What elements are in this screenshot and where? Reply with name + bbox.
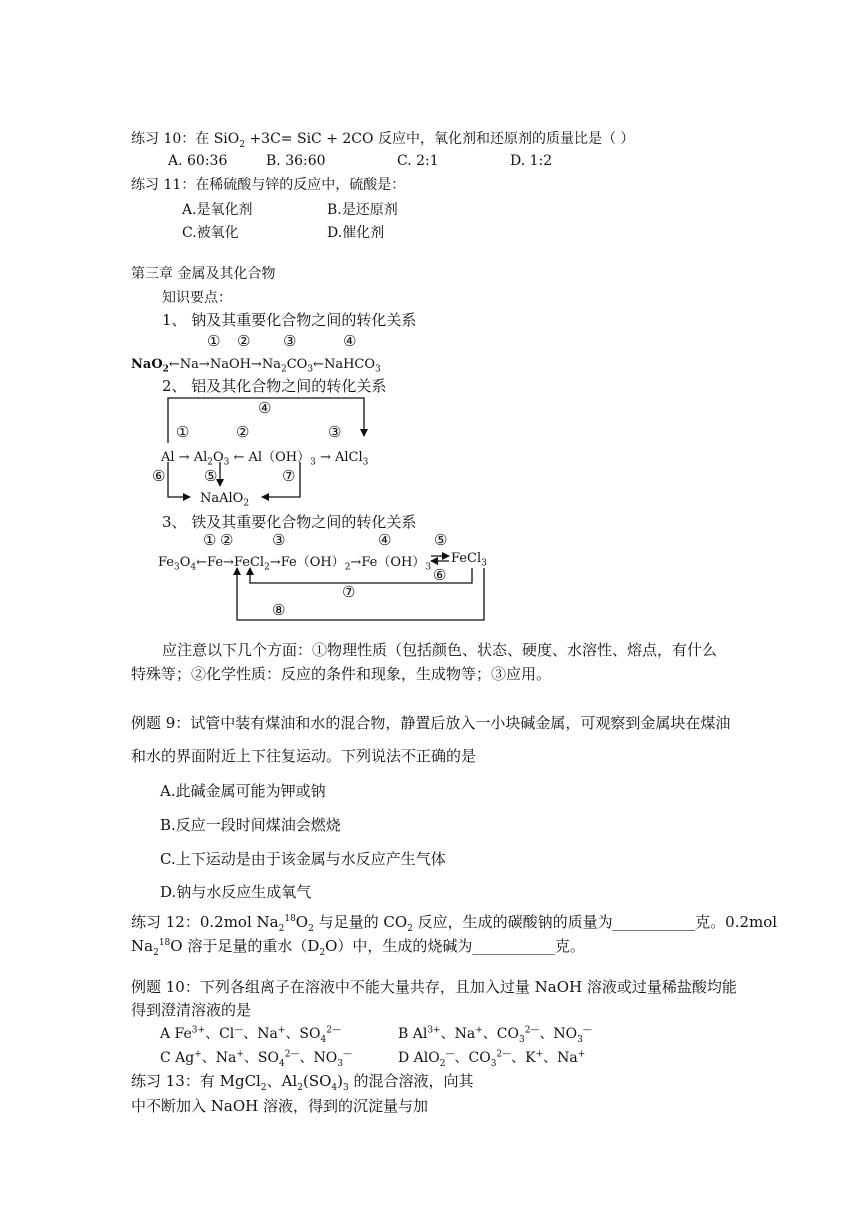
ex11-option-a: A.是氧化剂 xyxy=(182,202,253,218)
exercise-12-line-2: $Na_2^{18}O$ 溶于足量的重水$(D_2O)$中，生成的烧碱为___________克。 xyxy=(131,937,585,958)
iron-conversion-chain: $Fe_3O_4\leftarrow Fe\to FeCl_2\to Fe(OH)_2\to Fe(OH)_3$ xyxy=(158,555,432,573)
fe-mark-7: ⑦ xyxy=(342,583,356,601)
ex9-option-d: D.钠与水反应生成氧气 xyxy=(160,883,312,901)
ex10b-option-d: D AlO$_2$—、$CO_3^{2—}$、K+、Na+ xyxy=(398,1049,586,1069)
section-2-title: 2、 铝及其化合物之间的转化关系 xyxy=(162,377,387,395)
ex10b-option-b: B $Al^{3+}$、Na+、$CO_3^{2—}$、$NO_3^—$ xyxy=(398,1025,592,1045)
al-mark-6: ⑥ xyxy=(152,467,166,485)
section-3-title: 3、 铁及其重要化合物之间的转化关系 xyxy=(162,513,417,531)
ex10-option-a: A. 60:36 xyxy=(168,153,228,169)
ex11-option-b: B.是还原剂 xyxy=(327,202,398,218)
na-mark-2: ② xyxy=(237,332,251,350)
ex10b-option-a: A $Fe^{3+}$、Cl—、Na+、$SO_4^{2—}$ xyxy=(160,1025,341,1045)
na-mark-1: ① xyxy=(207,332,221,350)
al-mark-5: ⑤ xyxy=(204,467,218,485)
exercise-11-question: 练习 11：在稀硫酸与锌的反应中，硫酸是： xyxy=(131,177,406,193)
note-line-2: 特殊等；②化学性质：反应的条件和现象，生成物等；③应用。 xyxy=(131,665,552,683)
ex10-option-b: B. 36:60 xyxy=(266,153,326,169)
ex10-option-c: C. 2:1 xyxy=(397,153,439,169)
example-10-line-2: 得到澄清溶液的是 xyxy=(131,1001,252,1019)
al-arrow-4 xyxy=(168,398,364,443)
example-9-line-1: 例题 9：试管中装有煤油和水的混合物，静置后放入一小块碱金属，可观察到金属块在煤油 xyxy=(131,714,731,732)
al-arrow-7 xyxy=(262,462,300,497)
ex10-option-d: D. 1:2 xyxy=(510,153,553,169)
exercise-13-line-2: 中不断加入 NaOH 溶液，得到的沉淀量与加 xyxy=(131,1097,428,1115)
al-arrow-6 xyxy=(168,462,190,497)
exercise-13-line-1: 练习 13：有 MgCl$_2$、$Al_2(SO_4)_3$ 的混合溶液，向其 xyxy=(131,1072,474,1093)
exercise-10-question: 练习 10：在 SiO$_2$ +3C= SiC + 2CO 反应中，氧化剂和还原剂的质量比是（ ） xyxy=(131,131,635,150)
fe-arrow-7 xyxy=(250,568,472,583)
chapter-title: 第三章 金属及其化合物 xyxy=(131,266,276,282)
na-mark-3: ③ xyxy=(283,332,297,350)
na-mark-4: ④ xyxy=(343,332,357,350)
fe-mark-6: ⑥ xyxy=(433,566,447,584)
fecl3-label: FeCl$_3$ xyxy=(451,551,487,569)
ex11-option-d: D.催化剂 xyxy=(327,225,385,241)
naalo2-label: NaAlO$_2$ xyxy=(200,491,250,509)
fe-mark-5: ⑤ xyxy=(434,531,448,549)
fe-mark-2: ② xyxy=(220,531,234,549)
al-mark-1: ① xyxy=(176,423,190,441)
exercise-12-line-1: 练习 12：0.2mol $Na_2^{18}O_2$ 与足量的 $CO_2$ 反应，生成的碳酸钠的质量为___________克。0.2mol xyxy=(131,913,778,934)
note-line-1: 应注意以下几个方面：①物理性质（包括颜色、状态、硬度、水溶性、熔点，有什么 xyxy=(162,641,718,659)
example-10-line-1: 例题 10：下列各组离子在溶液中不能大量共存，且加入过量 NaOH 溶液或过量稀盐酸均能 xyxy=(131,978,737,996)
section-1-title: 1、 钠及其重要化合物之间的转化关系 xyxy=(162,311,417,329)
al-mark-2: ② xyxy=(236,423,250,441)
knowledge-points-label: 知识要点： xyxy=(162,290,232,306)
ex11-option-c: C.被氧化 xyxy=(182,225,239,241)
ex9-option-a: A.此碱金属可能为钾或钠 xyxy=(160,782,326,800)
aluminium-conversion-chain: $Al \to Al_2O_3$ ← $Al(OH)_3$ → AlCl$_3$ xyxy=(161,450,369,468)
al-mark-3: ③ xyxy=(328,423,342,441)
fe-arrow-8 xyxy=(237,568,484,620)
fe-mark-4: ④ xyxy=(378,531,392,549)
ex10b-option-c: C Ag+、Na+、$SO_4^{2—}$、$NO_3^—$ xyxy=(160,1049,352,1069)
ex9-option-c: C.上下运动是由于该金属与水反应产生气体 xyxy=(160,850,446,868)
fe-mark-3: ③ xyxy=(272,531,286,549)
fe-mark-8: ⑧ xyxy=(272,601,286,619)
example-9-line-2: 和水的界面附近上下往复运动。下列说法不正确的是 xyxy=(131,747,477,765)
fe-mark-1: ① xyxy=(203,531,217,549)
al-mark-7: ⑦ xyxy=(282,467,296,485)
sodium-conversion-chain: $NaO_2\leftarrow Na\to NaOH\to Na_2CO_3\leftarrow NaHCO_3$ xyxy=(131,357,381,375)
ex9-option-b: B.反应一段时间煤油会燃烧 xyxy=(160,816,341,834)
al-mark-4: ④ xyxy=(258,399,272,417)
